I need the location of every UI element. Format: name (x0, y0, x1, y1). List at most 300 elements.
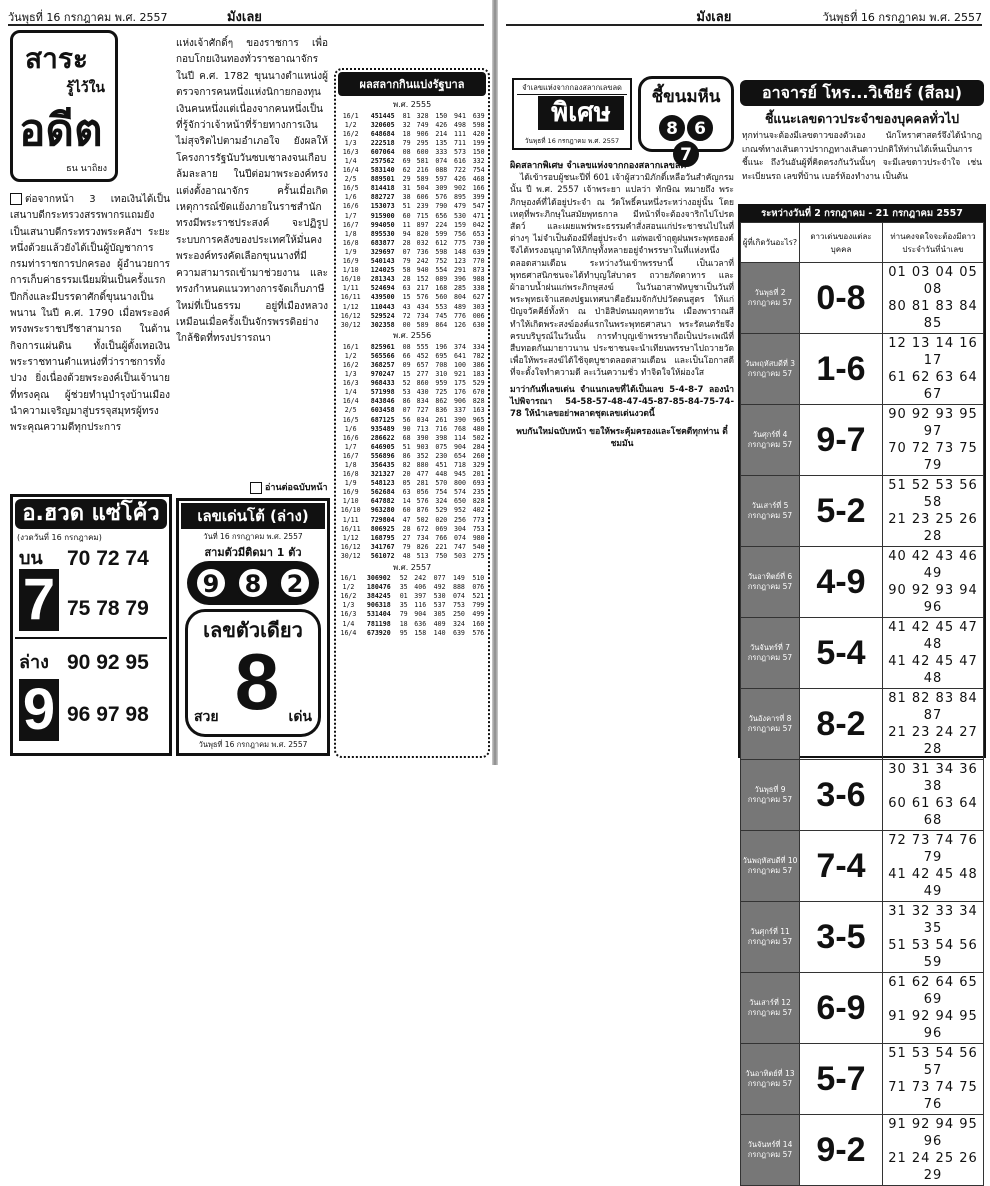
prize-number: 498 (454, 120, 466, 129)
draw-date: 30/12 (340, 320, 361, 329)
draw-date: 16/2 (340, 592, 357, 601)
week-nums-2: 41 42 45 47 48 (888, 654, 978, 686)
prize-number: 332 (472, 157, 485, 166)
week-nums-2: 21 23 25 26 28 (888, 512, 978, 544)
prize-number: 906 (416, 129, 429, 138)
prize-number: 076 (472, 583, 485, 592)
first-prize: 451445 (370, 111, 395, 120)
prize-number: 52 (399, 574, 408, 583)
prize-number: 716 (435, 424, 448, 433)
prize-number: 29 (402, 175, 411, 184)
lottery-row (336, 397, 488, 406)
prize-number: 149 (452, 574, 465, 583)
draw-date: 16/1 (342, 111, 359, 120)
prize-number: 20 (402, 470, 411, 479)
lottery-row (336, 601, 488, 610)
first-prize: 882727 (370, 193, 395, 202)
first-prize: 571998 (370, 388, 395, 397)
prize-number: 334 (472, 342, 485, 351)
year-2555: พ.ศ. 2555 (392, 100, 432, 109)
article-numbers: มาว่ากันที่เลขเด่น จำแนกเลขที่ได้เป็นเลข 5-4-8-7 ลองนำไปพิจารณา 54-58-57-48-47-45-87-85-84-75-74-78 ให้นำเลขอย่าพลาดชุดเลขเด่นงวดนี้ (510, 384, 734, 420)
prize-number: 752 (435, 257, 448, 266)
prize-number: 598 (472, 120, 485, 129)
draw-date: 1/4 (342, 619, 355, 628)
week-pair: 3-6 (800, 760, 883, 831)
week-nums-1: 01 03 04 05 08 (888, 265, 978, 297)
prize-number: 555 (416, 342, 429, 351)
prize-number: 715 (416, 211, 429, 220)
prize-number: 670 (472, 388, 485, 397)
prize-number: 95 (399, 628, 408, 637)
promo-top: จำเลขแห่งจากกองสลากเลขลด (517, 82, 627, 95)
sara-author: ธน นาถิยง (66, 164, 107, 174)
prize-number: 657 (416, 360, 429, 369)
first-prize: 329697 (370, 247, 395, 256)
prize-number: 111 (454, 129, 466, 138)
prize-number: 980 (472, 533, 485, 542)
prize-number: 175 (454, 379, 466, 388)
prize-number: 069 (435, 524, 448, 533)
prize-number: 945 (454, 470, 466, 479)
week-nums (883, 618, 984, 689)
prize-number: 201 (472, 470, 485, 479)
lekden-right-word: เด่น (288, 709, 312, 725)
lottery-row (336, 583, 488, 592)
prize-number: 100 (454, 360, 466, 369)
ajarn-header (740, 80, 984, 128)
week-nums-1: 51 53 54 56 57 (888, 1046, 978, 1078)
first-prize: 814418 (370, 184, 395, 193)
first-prize: 915900 (370, 211, 395, 220)
prize-number: 261 (435, 415, 448, 424)
prize-number: 27 (402, 533, 411, 542)
prize-number: 399 (472, 193, 485, 202)
prize-number: 576 (435, 193, 448, 202)
prize-number: 554 (435, 266, 448, 275)
left-header-brand: มังเลย (226, 10, 262, 25)
week-nums (883, 547, 984, 618)
prize-number: 08 (402, 147, 411, 156)
prize-number: 897 (416, 220, 429, 229)
first-prize: 124025 (370, 266, 395, 275)
prize-number: 749 (416, 120, 429, 129)
prize-number: 275 (472, 551, 485, 560)
prize-number: 903 (416, 442, 429, 451)
week-row (741, 547, 984, 618)
prize-number: 834 (416, 397, 429, 406)
week-nums-1: 31 32 33 34 35 (888, 904, 978, 936)
week-nums (883, 405, 984, 476)
week-nums-2: 91 92 94 95 96 (888, 1009, 978, 1041)
draw-date: 1/11 (342, 284, 359, 293)
week-day: วันพุธที่ 2 กรกฎาคม 57 (741, 263, 800, 334)
prize-number: 337 (454, 406, 466, 415)
prize-number: 426 (454, 175, 466, 184)
prize-number: 62 (402, 166, 411, 175)
week-pair: 5-4 (800, 618, 883, 689)
ohuad-bottom-digit: 9 (19, 679, 59, 741)
col-header-pair: ดาวเด่นของแต่ละบุคคล (800, 223, 883, 263)
lekden-ball-1: 9 (194, 566, 228, 600)
prize-number: 876 (416, 506, 429, 515)
lottery-row (336, 257, 488, 266)
prize-number: 599 (435, 229, 448, 238)
week-nums-2: 71 73 74 75 76 (888, 1080, 978, 1112)
prize-number: 79 (402, 138, 411, 147)
prize-number: 718 (454, 461, 466, 470)
prize-number: 727 (416, 406, 429, 415)
lottery-row (336, 497, 488, 506)
first-prize: 970247 (370, 370, 395, 379)
sara-line3: อดีต (19, 105, 103, 156)
prize-number: 654 (454, 451, 466, 460)
prize-number: 48 (402, 551, 411, 560)
first-prize: 556896 (370, 451, 395, 460)
draw-date: 16/6 (342, 202, 359, 211)
lottery-row (336, 229, 488, 238)
draw-date: 30/12 (340, 551, 361, 560)
draw-date: 16/8 (342, 470, 359, 479)
prize-number: 277 (416, 370, 429, 379)
right-header-date: วันพุธที่ 16 กรกฎาคม พ.ศ. 2557 (822, 11, 982, 24)
lekden-left-word: สวย (194, 709, 219, 725)
prize-number: 406 (414, 583, 427, 592)
draw-date: 16/5 (342, 184, 359, 193)
prize-number: 088 (435, 166, 448, 175)
draw-date: 1/11 (342, 515, 359, 524)
prize-number: 965 (472, 415, 485, 424)
prize-number: 51 (402, 202, 411, 211)
prize-number: 672 (416, 524, 429, 533)
prize-number: 239 (416, 202, 429, 211)
lottery-row (336, 460, 488, 469)
lottery-row (336, 275, 488, 284)
badge-box (638, 76, 734, 165)
ohuad-top-digit: 7 (19, 569, 59, 631)
prize-number: 513 (416, 551, 429, 560)
prize-number: 52 (402, 379, 411, 388)
prize-number: 35 (399, 601, 408, 610)
week-nums (883, 1115, 984, 1186)
lottery-row (336, 193, 488, 202)
lekden-title: เลขเด่นโต้ (ล่าง) (181, 503, 325, 529)
week-row (741, 476, 984, 547)
prize-number: 235 (472, 488, 485, 497)
week-nums (883, 263, 984, 334)
week-row (741, 760, 984, 831)
prize-number: 537 (433, 601, 446, 610)
lottery-row (336, 320, 488, 329)
prize-number: 574 (454, 488, 466, 497)
week-table (740, 222, 984, 1186)
first-prize: 729804 (370, 515, 395, 524)
prize-number: 31 (402, 184, 411, 193)
lekden-ball-2: 8 (236, 566, 270, 600)
lekden-single-frame (185, 609, 321, 737)
right-header-brand: มังเลย (696, 10, 732, 25)
prize-number: 606 (416, 193, 429, 202)
week-nums-2: 41 42 45 48 49 (888, 867, 978, 899)
prize-number: 895 (454, 193, 466, 202)
prize-number: 305 (433, 610, 446, 619)
draw-date: 16/1 (342, 342, 359, 351)
week-nums-2: 80 81 83 84 85 (888, 299, 978, 331)
left-page (0, 0, 492, 765)
prize-number: 032 (416, 238, 429, 247)
week-nums-2: 51 53 54 56 59 (888, 938, 978, 970)
lottery-row (336, 551, 488, 560)
sara-title-box (10, 30, 118, 182)
prize-number: 722 (454, 166, 466, 175)
first-prize: 439500 (370, 293, 395, 302)
prize-number: 471 (472, 211, 485, 220)
week-pair: 7-4 (800, 831, 883, 902)
week-pair: 3-5 (800, 902, 883, 973)
lottery-row (336, 574, 488, 583)
prize-number: 600 (416, 147, 429, 156)
right-page (498, 0, 990, 1183)
first-prize: 524694 (370, 284, 395, 293)
prize-number: 07 (402, 406, 411, 415)
week-row (741, 405, 984, 476)
first-prize: 548123 (370, 479, 395, 488)
prize-number: 540 (472, 542, 485, 551)
ohuad-box (10, 494, 172, 756)
prize-number: 07 (402, 247, 411, 256)
draw-date: 16/3 (342, 147, 359, 156)
prize-number: 159 (454, 220, 466, 229)
prize-number: 902 (454, 184, 466, 193)
lottery-row (336, 166, 488, 175)
prize-number: 63 (402, 284, 411, 293)
week-row (741, 689, 984, 760)
draw-date: 1/12 (342, 302, 359, 311)
prize-number: 862 (435, 397, 448, 406)
prize-number: 374 (454, 342, 466, 351)
prize-number: 639 (452, 628, 465, 637)
week-day: วันอาทิตย์ที่ 6 กรกฎาคม 57 (741, 547, 800, 618)
prize-number: 390 (454, 415, 466, 424)
lottery-row (336, 619, 488, 628)
prize-number: 734 (416, 533, 429, 542)
prize-number: 492 (433, 583, 446, 592)
prize-number: 630 (472, 320, 485, 329)
col-header-nums: ท่านคงจดใจจะต้องมีดาวประจำวันที่นำเลข (883, 223, 984, 263)
first-prize: 180476 (366, 583, 391, 592)
prize-number: 152 (416, 275, 429, 284)
first-prize: 806925 (370, 524, 395, 533)
lottery-row (336, 129, 488, 138)
week-nums-1: 91 92 94 95 96 (888, 1117, 978, 1149)
prize-number: 08 (402, 342, 411, 351)
lekden-date: วันที่ 16 กรกฎาคม พ.ศ. 2557 (203, 532, 303, 541)
prize-number: 695 (435, 351, 448, 360)
lottery-row (336, 156, 488, 165)
first-prize: 257562 (370, 157, 395, 166)
prize-number: 05 (402, 479, 411, 488)
prize-number: 056 (416, 488, 429, 497)
draw-date: 16/9 (342, 488, 359, 497)
first-prize: 603458 (370, 406, 395, 415)
lottery-row (336, 388, 488, 397)
prize-number: 242 (416, 257, 429, 266)
prize-number: 448 (435, 470, 448, 479)
first-prize: 529524 (370, 311, 395, 320)
week-nums-2: 21 24 25 26 29 (888, 1151, 978, 1183)
week-pair: 4-9 (800, 547, 883, 618)
prize-number: 581 (416, 157, 429, 166)
first-prize: 565566 (370, 351, 395, 360)
prize-number: 650 (454, 497, 466, 506)
draw-date: 16/2 (342, 129, 359, 138)
week-row (741, 1115, 984, 1186)
prize-number: 281 (416, 479, 429, 488)
prize-number: 86 (402, 397, 411, 406)
prize-number: 745 (435, 311, 448, 320)
lottery-row (336, 238, 488, 247)
year-2556: พ.ศ. 2556 (392, 331, 432, 341)
prize-number: 199 (472, 138, 485, 147)
first-prize: 825961 (370, 342, 395, 351)
draw-date: 1/8 (344, 229, 357, 238)
ajarn-subtitle: ชี้แนะเลขดาวประจำของบุคคลทั่วไป (764, 111, 960, 126)
prize-number: 01 (399, 592, 408, 601)
prize-number: 69 (402, 157, 411, 166)
prize-number: 750 (435, 551, 448, 560)
prize-number: 782 (472, 351, 485, 360)
prize-number: 864 (435, 320, 448, 329)
week-row (741, 1044, 984, 1115)
prize-number: 114 (454, 433, 466, 442)
first-prize: 561072 (370, 551, 395, 560)
draw-date: 16/1 (340, 574, 357, 583)
first-prize: 281343 (370, 275, 395, 284)
prize-number: 250 (452, 610, 465, 619)
lekden-ball-3: 2 (278, 566, 312, 600)
continue-square-icon (250, 482, 262, 494)
draw-date: 16/5 (342, 415, 359, 424)
article-title: ผิดสลากพิเศษ จำเลขแห่งจากกองสลากเลขลด (510, 161, 687, 171)
draw-date: 1/6 (344, 424, 357, 433)
first-prize: 895530 (370, 229, 395, 238)
prize-number: 224 (435, 220, 448, 229)
draw-date: 16/12 (340, 311, 361, 320)
prize-number: 480 (472, 424, 485, 433)
prize-number: 135 (435, 138, 448, 147)
week-nums-1: 61 62 64 65 69 (888, 975, 978, 1007)
prize-number: 79 (399, 610, 408, 619)
draw-date: 1/3 (344, 138, 357, 147)
draw-date: 1/9 (344, 479, 357, 488)
prize-number: 00 (402, 320, 411, 329)
lottery-row (336, 342, 488, 351)
ohuad-top-row2: 75 78 79 (67, 597, 149, 620)
draw-date: 16/6 (342, 433, 359, 442)
draw-date: 1/2 (344, 351, 357, 360)
draw-date: 16/9 (342, 257, 359, 266)
prize-number: 573 (454, 147, 466, 156)
lottery-row (336, 515, 488, 524)
draw-date: 16/4 (342, 166, 359, 175)
prize-number: 140 (433, 628, 446, 637)
continue-note (250, 480, 328, 494)
prize-number: 35 (399, 583, 408, 592)
prize-number: 042 (472, 220, 485, 229)
badge-digit-3: 7 (673, 141, 699, 167)
prize-number: 396 (454, 275, 466, 284)
draw-date: 1/3 (344, 370, 357, 379)
prize-number: 160 (472, 619, 485, 628)
week-nums (883, 689, 984, 760)
prize-number: 753 (472, 524, 485, 533)
prize-number: 56 (402, 415, 411, 424)
prize-number: 479 (454, 202, 466, 211)
week-day: วันเสาร์ที่ 5 กรกฎาคม 57 (741, 476, 800, 547)
week-pair: 0-8 (800, 263, 883, 334)
prize-number: 43 (402, 302, 411, 311)
lottery-row (336, 628, 488, 637)
prize-number: 79 (402, 257, 411, 266)
prize-number: 725 (435, 388, 448, 397)
prize-number: 79 (402, 542, 411, 551)
prize-number: 163 (472, 406, 485, 415)
prize-number: 828 (472, 397, 485, 406)
prize-number: 15 (402, 293, 411, 302)
first-prize: 647882 (370, 497, 395, 506)
lottery-row (336, 506, 488, 515)
prize-number: 90 (402, 424, 411, 433)
prize-number: 800 (454, 479, 466, 488)
prize-number: 451 (435, 461, 448, 470)
lottery-row (336, 247, 488, 256)
draw-date: 16/8 (342, 238, 359, 247)
prize-number: 291 (454, 266, 466, 275)
prize-number: 826 (416, 542, 429, 551)
draw-date: 1/2 (344, 120, 357, 129)
prize-number: 570 (435, 479, 448, 488)
lottery-row (336, 610, 488, 619)
week-nums (883, 334, 984, 405)
prize-number: 217 (416, 284, 429, 293)
prize-number: 529 (435, 506, 448, 515)
article (510, 160, 734, 758)
prize-number: 089 (435, 275, 448, 284)
prize-number: 639 (472, 111, 485, 120)
ohuad-bottom-label: ล่าง (19, 652, 49, 673)
first-prize: 906318 (366, 601, 391, 610)
left-header-date: วันพุธที่ 16 กรกฎาคม พ.ศ. 2557 (8, 11, 168, 24)
prize-number: 304 (454, 524, 466, 533)
prize-number: 075 (435, 442, 448, 451)
prize-number: 116 (414, 601, 427, 610)
first-prize: 222518 (370, 138, 395, 147)
draw-date: 1/8 (344, 461, 357, 470)
prize-number: 72 (402, 311, 411, 320)
first-prize: 673920 (366, 628, 391, 637)
first-prize: 540143 (370, 257, 395, 266)
week-day: วันอังคารที่ 8 กรกฎาคม 57 (741, 689, 800, 760)
prize-number: 077 (433, 574, 446, 583)
lottery-row (336, 433, 488, 442)
draw-date: 16/10 (340, 275, 361, 284)
prize-number: 530 (454, 211, 466, 220)
week-day: วันจันทร์ที่ 7 กรกฎาคม 57 (741, 618, 800, 689)
prize-number: 285 (454, 284, 466, 293)
lottery-row (336, 370, 488, 379)
promo-box (512, 78, 632, 150)
prize-number: 612 (435, 238, 448, 247)
prize-number: 333 (435, 147, 448, 156)
